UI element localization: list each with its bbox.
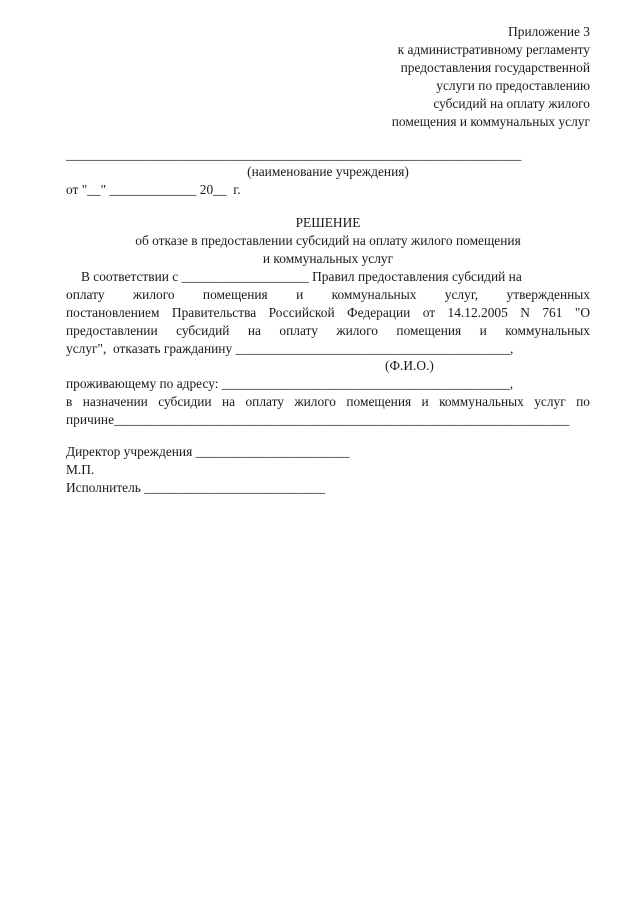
body-line-1: В соответствии с ___________________ Правил предоставления субсидий на	[81, 269, 522, 284]
executor-signature: Исполнитель ___________________________	[66, 480, 326, 495]
appendix-line-2: к административному регламенту	[397, 42, 590, 57]
institution-blank: ____________________________________________________________________	[66, 147, 522, 162]
institution-caption: (наименование учреждения)	[247, 164, 409, 179]
decision-subtitle-2: и коммунальных услуг	[262, 251, 394, 266]
fio-caption: (Ф.И.О.)	[385, 358, 434, 373]
body-line-7: в назначении субсидии на оплату жилого помещения и коммунальных услуг по	[66, 394, 590, 409]
director-signature: Директор учреждения _______________________	[66, 444, 350, 459]
body-line-4: предоставлении субсидий на оплату жилого помещения и коммунальных	[66, 323, 590, 338]
stamp-label: М.П.	[66, 462, 95, 477]
appendix-line-4: услуги по предоставлению	[436, 78, 590, 93]
body-line-6: проживающему по адресу: ___________________________________________,	[66, 376, 514, 391]
appendix-line-6: помещения и коммунальных услуг	[391, 114, 590, 129]
body-line-2: оплату жилого помещения и коммунальных услуг, утвержденных	[66, 287, 590, 302]
date-line: от "__" _____________ 20__ г.	[66, 182, 241, 197]
body-line-8: причине____________________________________________________________________	[66, 412, 570, 427]
body-line-5: услуг", отказать гражданину _________________________________________,	[66, 341, 514, 356]
decision-title: РЕШЕНИЕ	[295, 215, 361, 230]
appendix-line-3: предоставления государственной	[400, 60, 590, 75]
decision-subtitle-1: об отказе в предоставлении субсидий на оплату жилого помещения	[135, 233, 521, 248]
body-line-3: постановлением Правительства Российской Федерации от 14.12.2005 N 761 "О	[66, 305, 590, 320]
appendix-line-1: Приложение 3	[508, 24, 590, 39]
appendix-line-5: субсидий на оплату жилого	[433, 96, 590, 111]
